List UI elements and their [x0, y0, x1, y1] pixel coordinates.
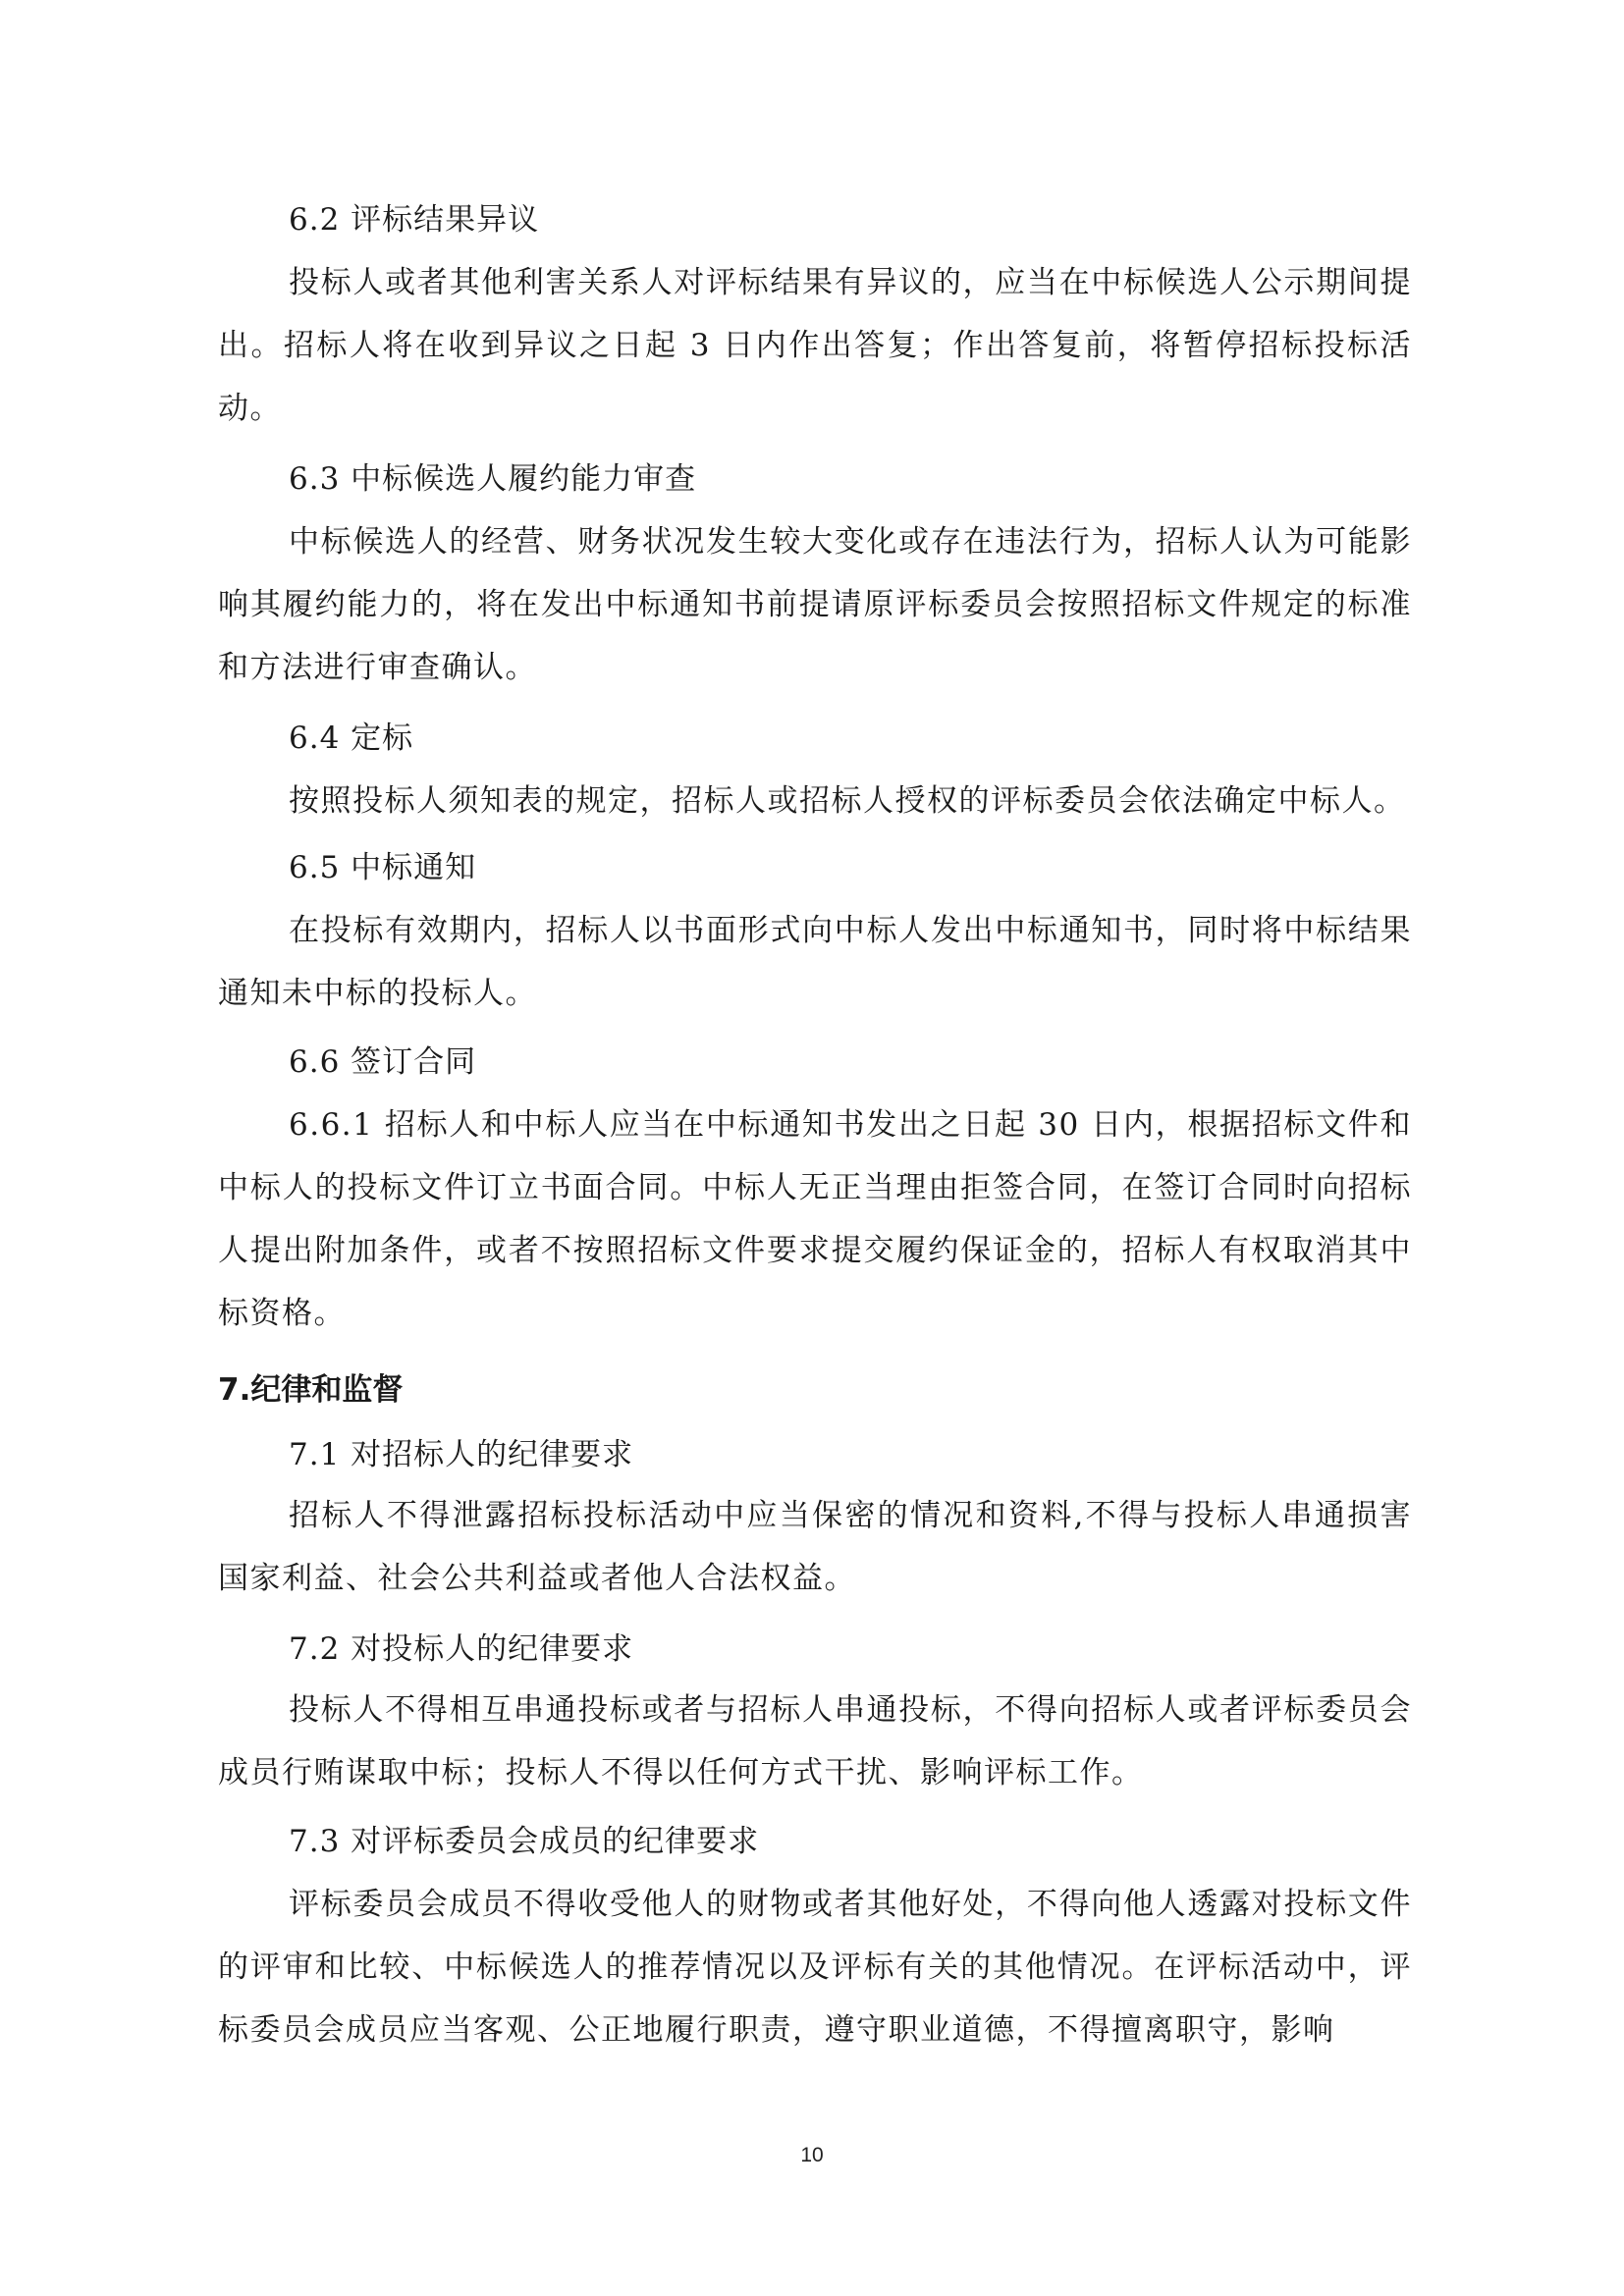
- heading-7-2: 7.2 对投标人的纪律要求: [289, 1631, 634, 1667]
- heading-6-3: 6.3 中标候选人履约能力审查: [289, 461, 697, 497]
- heading-7-3: 7.3 对评标委员会成员的纪律要求: [289, 1824, 760, 1859]
- paragraph-6-6-1: 6.6.1 招标人和中标人应当在中标通知书发出之日起 30 日内，根据招标文件和中标人的投标文件订立书面合同。中标人无正当理由拒签合同，在签订合同时向招标人提出附加条件，或者不按照招标文件要求提交履约保证金的，招标人有权取消其中标资格。: [218, 1107, 1412, 1331]
- paragraph-6-2: 投标人或者其他利害关系人对评标结果有异议的，应当在中标候选人公示期间提出。招标人将在收到异议之日起 3 日内作出答复；作出答复前，将暂停招标投标活动。: [218, 265, 1412, 426]
- paragraph-6-3: 中标候选人的经营、财务状况发生较大变化或存在违法行为，招标人认为可能影响其履约能力的，将在发出中标通知书前提请原评标委员会按照招标文件规定的标准和方法进行审查确认。: [218, 524, 1412, 685]
- section-title-7: 7.纪律和监督: [218, 1372, 404, 1408]
- paragraph-7-2: 投标人不得相互串通投标或者与招标人串通投标，不得向招标人或者评标委员会成员行贿谋取中标；投标人不得以任何方式干扰、影响评标工作。: [218, 1692, 1412, 1790]
- heading-6-2: 6.2 评标结果异议: [289, 202, 540, 238]
- heading-7-1: 7.1 对招标人的纪律要求: [289, 1437, 634, 1472]
- paragraph-6-4: 按照投标人须知表的规定，招标人或招标人授权的评标委员会依法确定中标人。: [289, 783, 1406, 819]
- heading-6-5: 6.5 中标通知: [289, 850, 477, 885]
- heading-6-4: 6.4 定标: [289, 721, 414, 756]
- paragraph-7-3: 评标委员会成员不得收受他人的财物或者其他好处，不得向他人透露对投标文件的评审和比较、中标候选人的推荐情况以及评标有关的其他情况。在评标活动中，评标委员会成员应当客观、公正地履行职责，遵守职业道德，不得擅离职守，影响: [218, 1887, 1412, 2048]
- heading-6-6: 6.6 签订合同: [289, 1044, 477, 1080]
- paragraph-6-5: 在投标有效期内，招标人以书面形式向中标人发出中标通知书，同时将中标结果通知未中标的投标人。: [218, 913, 1412, 1011]
- paragraph-7-1: 招标人不得泄露招标投标活动中应当保密的情况和资料,不得与投标人串通损害国家利益、社会公共利益或者他人合法权益。: [218, 1498, 1412, 1596]
- page-number: 10: [800, 2144, 824, 2166]
